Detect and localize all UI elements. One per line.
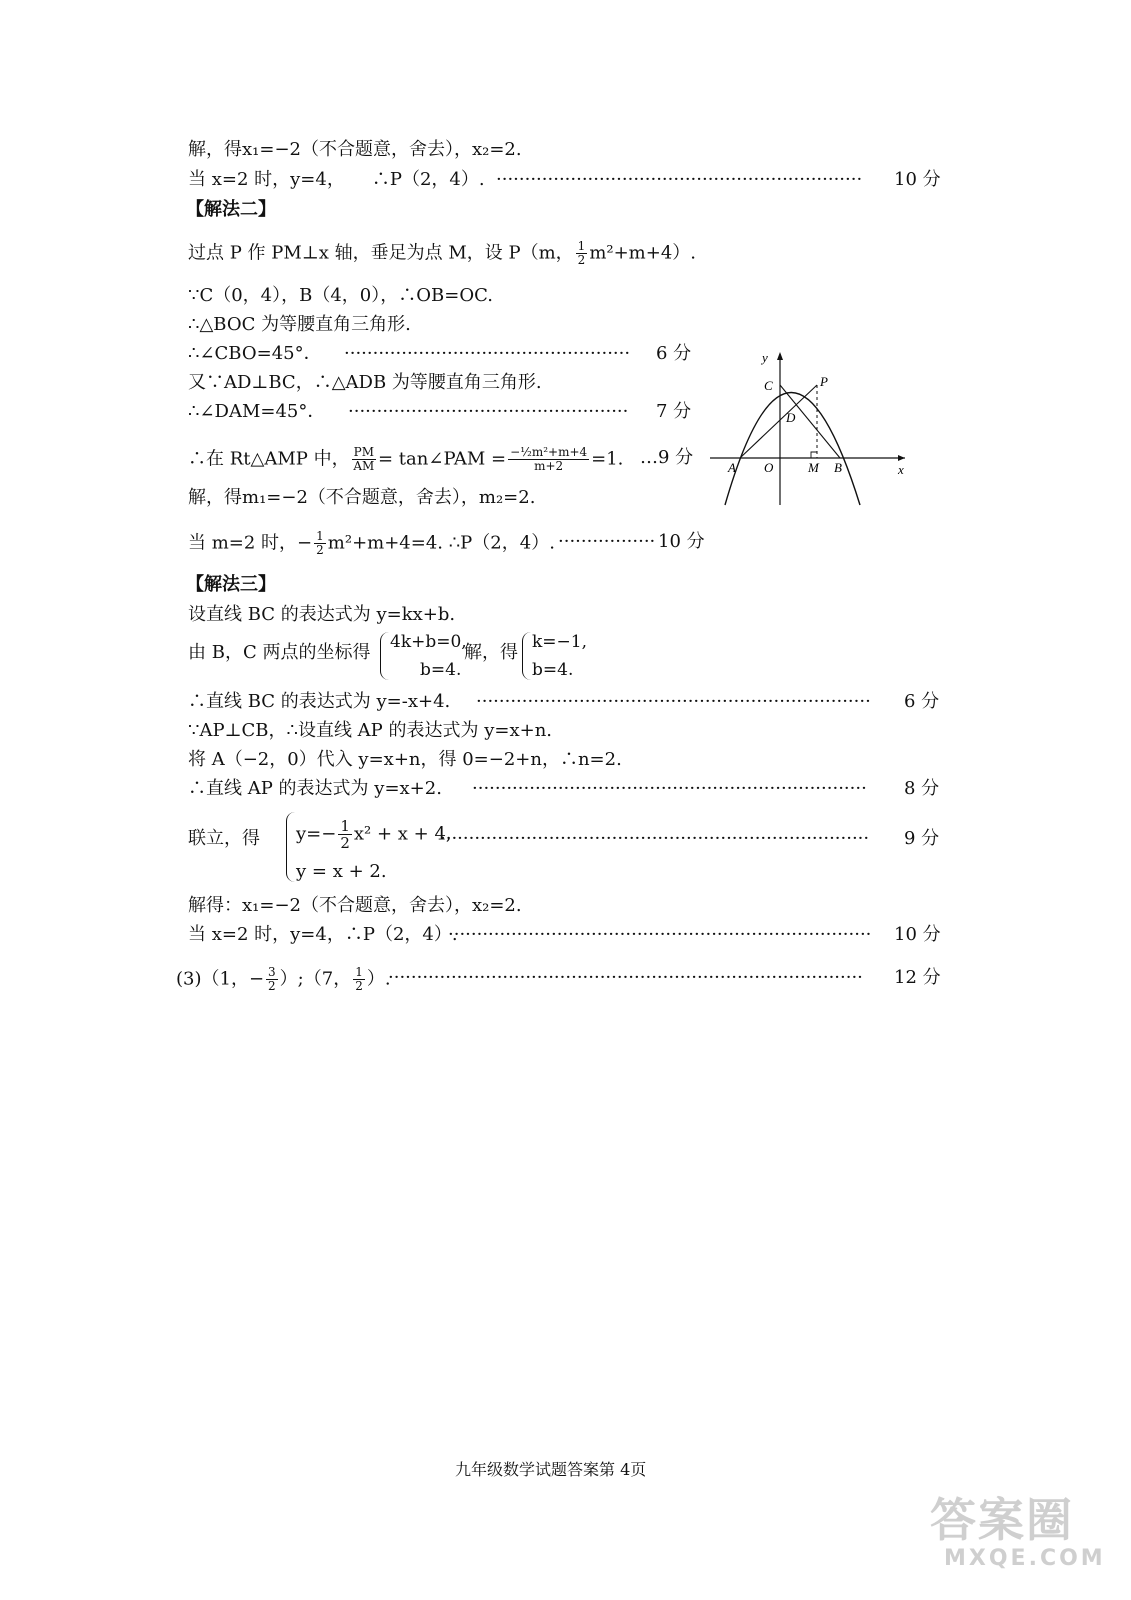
fraction-denominator: 2 [268, 979, 276, 993]
system-eq-2: b=4. [420, 660, 462, 680]
leader-dots: ··················································································· [388, 967, 863, 988]
fraction-numerator: −½m²+m+4 [510, 445, 588, 459]
fraction-denominator: 2 [355, 979, 363, 993]
parabola-diagram [700, 340, 920, 515]
line-point-p-method3: 当 x=2 时，y=4，∴P（2，4）. [188, 924, 458, 945]
solution-b: b=4. [532, 660, 574, 680]
label-c: C [764, 378, 773, 393]
fraction-numerator: 1 [340, 817, 350, 835]
page-footer: 九年级数学试题答案第 4页 [455, 1460, 647, 1479]
method-two-heading: 【解法二】 [186, 199, 276, 220]
line-setup-pm [188, 240, 696, 267]
score-label: 6 分 [904, 691, 940, 712]
text-segment: ∴在 Rt△AMP 中， [188, 448, 350, 470]
line-ap-expression: ∴直线 AP 的表达式为 y=x+2. [188, 778, 442, 799]
leader-dots: ················································· [348, 401, 629, 422]
text-segment: (3)（1，− [176, 968, 265, 990]
line-tan-pam [188, 446, 623, 473]
label-a: A [728, 460, 736, 475]
score-label: 10 分 [894, 169, 941, 190]
score-label: 8 分 [904, 778, 940, 799]
method-three-heading: 【解法三】 [186, 574, 276, 595]
text-segment: = tan∠PAM = [378, 448, 507, 470]
line-point-p: 当 x=2 时，y=4， ∴P（2，4）. [188, 169, 485, 190]
label-d: D [786, 410, 796, 425]
x-axis-arrow [898, 455, 905, 461]
line-isosceles-boc: ∴△BOC 为等腰直角三角形. [188, 314, 411, 335]
fraction-denominator: AM [353, 459, 375, 473]
fraction-tan-expression [508, 446, 589, 473]
line-ob-oc: ∵C（0，4），B（4，0），∴OB=OC. [188, 285, 493, 306]
system-parabola-eq [296, 818, 452, 851]
fraction-half [576, 240, 588, 267]
line-m-equals-2 [188, 530, 555, 557]
fraction-half [314, 530, 326, 557]
label-o: O [764, 460, 774, 475]
score-label: 6 分 [656, 343, 692, 364]
line-set-bc: 设直线 BC 的表达式为 y=kx+b. [188, 604, 456, 625]
watermark-url: MXQE.COM [944, 1546, 1106, 1571]
system-brace [286, 812, 295, 882]
label-y: y [762, 350, 768, 365]
line-ap-perpendicular: ∵AP⊥CB，∴设直线 AP 的表达式为 y=x+n. [188, 720, 553, 741]
line-angle-cbo: ∴∠CBO=45°． [188, 343, 322, 364]
fraction-numerator: 1 [316, 529, 324, 543]
y-axis-arrow [777, 352, 783, 360]
score-label: 9 分 [904, 828, 940, 849]
leader-dots: ····································································· [476, 691, 871, 712]
line-combine-label: 联立，得 [188, 828, 260, 849]
text-segment: 过点 P 作 PM⊥x 轴，垂足为点 M，设 P（m， [188, 242, 574, 264]
score-label: 7 分 [656, 401, 692, 422]
fraction-pm-am [352, 446, 376, 473]
fraction-denominator: 2 [577, 253, 586, 267]
right-angle-mark [811, 452, 817, 458]
line-solve-label: 解，得 [464, 642, 518, 663]
label-b: B [834, 460, 842, 475]
leader-dots: ·················································· [344, 343, 631, 364]
leader-dots: ·········································································· [448, 924, 872, 945]
solution-k: k=−1, [532, 632, 588, 652]
fraction-denominator: 2 [316, 543, 324, 557]
system-eq-1: 4k+b=0, [390, 632, 467, 652]
fraction-half [338, 818, 352, 851]
line-substitute-a: 将 A（−2，0）代入 y=x+n，得 0=−2+n，∴n=2. [188, 749, 622, 770]
system-brace [522, 632, 531, 680]
score-label: 12 分 [894, 967, 941, 988]
text-segment: y=− [296, 823, 337, 845]
fraction-denominator: m+2 [534, 459, 564, 473]
text-segment: ）;（7， [279, 968, 352, 990]
fraction-numerator: 3 [268, 965, 276, 979]
text-segment: x² + x + 4, [353, 823, 452, 845]
text-segment: 当 m=2 时，− [188, 532, 313, 554]
fraction-three-half [266, 966, 278, 993]
label-p: P [820, 374, 828, 389]
text-segment: ）. [366, 968, 391, 990]
score-label: 10 分 [894, 924, 941, 945]
system-brace [380, 632, 389, 680]
leader-dots: ································································ [496, 169, 863, 190]
line-part-three-answer [176, 966, 391, 993]
leader-dots: ················· [558, 531, 656, 552]
fraction-denominator: 2 [340, 834, 350, 852]
score-label: …9 分 [640, 447, 694, 468]
text-segment: m²+m+4）. [589, 242, 697, 264]
fraction-numerator: 1 [577, 239, 586, 253]
line-solve-x-method3: 解得：x₁=−2（不合题意，舍去），x₂=2. [188, 895, 522, 916]
watermark-logo: 答案圈 [930, 1493, 1074, 1547]
fraction-numerator: 1 [355, 965, 363, 979]
line-solve-m: 解，得m₁=−2（不合题意，舍去），m₂=2. [188, 487, 536, 508]
line-angle-dam: ∴∠DAM=45°． [188, 401, 326, 422]
line-coordinates-label: 由 B，C 两点的坐标得 [188, 642, 371, 663]
fraction-one-half [353, 966, 365, 993]
fraction-numerator: PM [353, 445, 374, 459]
line-isosceles-adb: 又∵AD⊥BC，∴△ADB 为等腰直角三角形. [188, 372, 542, 393]
score-label: 10 分 [658, 531, 705, 552]
system-line-eq: y = x + 2. [296, 861, 387, 882]
label-x: x [898, 462, 904, 477]
label-m: M [808, 460, 819, 475]
leader-dots: ····································································· [472, 778, 867, 799]
text-segment: =1. [591, 448, 624, 470]
line-solve-x: 解，得x₁=−2（不合题意，舍去），x₂=2. [188, 139, 522, 160]
leader-dots: ··········································································· [440, 828, 870, 849]
line-bc-expression: ∴直线 BC 的表达式为 y=-x+4. [188, 691, 451, 712]
text-segment: m²+m+4=4. ∴P（2，4）. [327, 532, 555, 554]
